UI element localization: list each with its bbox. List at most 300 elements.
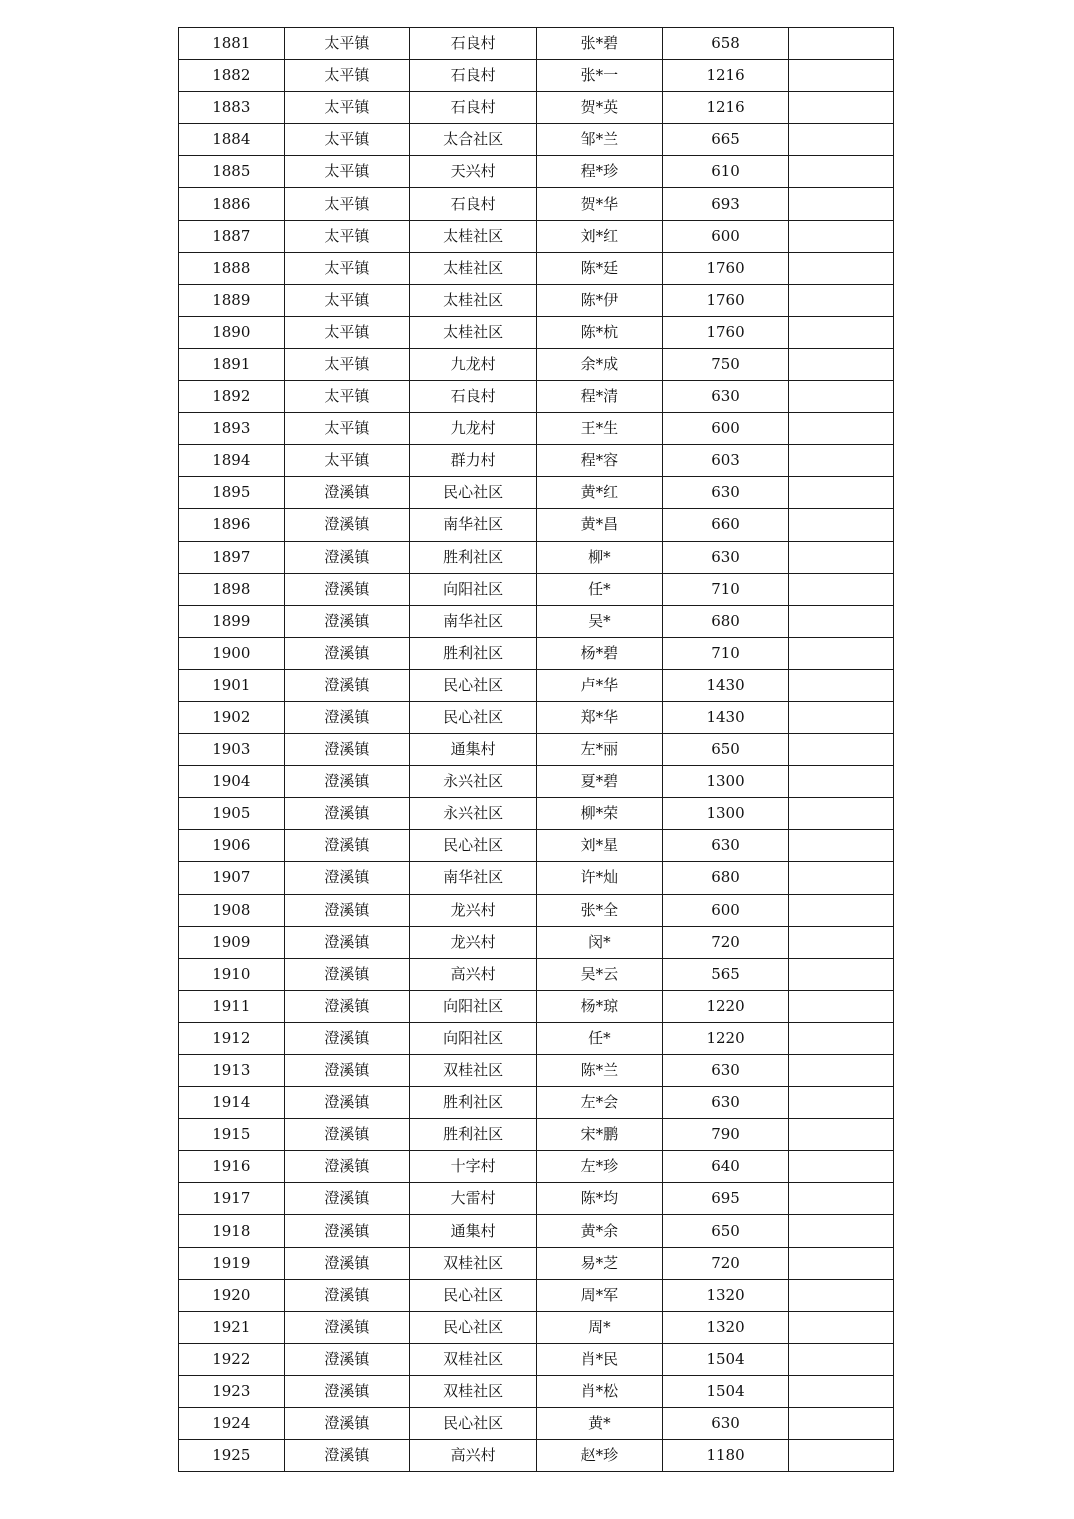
serial-number-cell: 1924 bbox=[179, 1408, 285, 1440]
town-cell: 澄溪镇 bbox=[284, 1215, 410, 1247]
town-cell: 澄溪镇 bbox=[284, 830, 410, 862]
amount-cell: 1504 bbox=[662, 1375, 789, 1407]
table-row bbox=[179, 1375, 894, 1407]
remark-cell bbox=[789, 926, 894, 958]
table-row bbox=[179, 316, 894, 348]
town-cell: 澄溪镇 bbox=[284, 1151, 410, 1183]
remark-cell bbox=[789, 605, 894, 637]
name-cell: 宋*鹏 bbox=[536, 1119, 662, 1151]
serial-number-cell: 1903 bbox=[179, 734, 285, 766]
village-cell: 双桂社区 bbox=[410, 1055, 537, 1087]
amount-cell: 1320 bbox=[662, 1279, 789, 1311]
name-cell: 肖*民 bbox=[536, 1343, 662, 1375]
serial-number-cell: 1920 bbox=[179, 1279, 285, 1311]
name-cell: 陈*均 bbox=[536, 1183, 662, 1215]
village-cell: 南华社区 bbox=[410, 509, 537, 541]
name-cell: 左*会 bbox=[536, 1087, 662, 1119]
table-row bbox=[179, 766, 894, 798]
table-row bbox=[179, 1055, 894, 1087]
name-cell: 柳*荣 bbox=[536, 798, 662, 830]
serial-number-cell: 1889 bbox=[179, 284, 285, 316]
serial-number-cell: 1893 bbox=[179, 413, 285, 445]
table-row bbox=[179, 1279, 894, 1311]
remark-cell bbox=[789, 28, 894, 60]
remark-cell bbox=[789, 1151, 894, 1183]
village-cell: 向阳社区 bbox=[410, 990, 537, 1022]
village-cell: 永兴社区 bbox=[410, 798, 537, 830]
serial-number-cell: 1904 bbox=[179, 766, 285, 798]
town-cell: 太平镇 bbox=[284, 28, 410, 60]
remark-cell bbox=[789, 990, 894, 1022]
amount-cell: 750 bbox=[662, 348, 789, 380]
serial-number-cell: 1892 bbox=[179, 381, 285, 413]
serial-number-cell: 1917 bbox=[179, 1183, 285, 1215]
amount-cell: 710 bbox=[662, 637, 789, 669]
village-cell: 十字村 bbox=[410, 1151, 537, 1183]
village-cell: 通集村 bbox=[410, 1215, 537, 1247]
amount-cell: 695 bbox=[662, 1183, 789, 1215]
table-row bbox=[179, 830, 894, 862]
serial-number-cell: 1881 bbox=[179, 28, 285, 60]
remark-cell bbox=[789, 1343, 894, 1375]
serial-number-cell: 1907 bbox=[179, 862, 285, 894]
amount-cell: 680 bbox=[662, 862, 789, 894]
serial-number-cell: 1882 bbox=[179, 60, 285, 92]
table-row bbox=[179, 958, 894, 990]
amount-cell: 603 bbox=[662, 445, 789, 477]
table-row bbox=[179, 637, 894, 669]
amount-cell: 658 bbox=[662, 28, 789, 60]
village-cell: 双桂社区 bbox=[410, 1375, 537, 1407]
village-cell: 南华社区 bbox=[410, 862, 537, 894]
remark-cell bbox=[789, 734, 894, 766]
amount-cell: 1760 bbox=[662, 252, 789, 284]
serial-number-cell: 1886 bbox=[179, 188, 285, 220]
amount-cell: 1504 bbox=[662, 1343, 789, 1375]
amount-cell: 630 bbox=[662, 381, 789, 413]
amount-cell: 660 bbox=[662, 509, 789, 541]
name-cell: 易*芝 bbox=[536, 1247, 662, 1279]
name-cell: 卢*华 bbox=[536, 669, 662, 701]
serial-number-cell: 1885 bbox=[179, 156, 285, 188]
serial-number-cell: 1898 bbox=[179, 573, 285, 605]
town-cell: 澄溪镇 bbox=[284, 894, 410, 926]
remark-cell bbox=[789, 1087, 894, 1119]
remark-cell bbox=[789, 316, 894, 348]
town-cell: 澄溪镇 bbox=[284, 862, 410, 894]
village-cell: 太桂社区 bbox=[410, 284, 537, 316]
table-row bbox=[179, 894, 894, 926]
table-row bbox=[179, 284, 894, 316]
remark-cell bbox=[789, 1055, 894, 1087]
serial-number-cell: 1913 bbox=[179, 1055, 285, 1087]
village-cell: 太合社区 bbox=[410, 124, 537, 156]
village-cell: 永兴社区 bbox=[410, 766, 537, 798]
remark-cell bbox=[789, 413, 894, 445]
village-cell: 双桂社区 bbox=[410, 1247, 537, 1279]
town-cell: 澄溪镇 bbox=[284, 1119, 410, 1151]
remark-cell bbox=[789, 252, 894, 284]
remark-cell bbox=[789, 1119, 894, 1151]
amount-cell: 720 bbox=[662, 926, 789, 958]
name-cell: 许*灿 bbox=[536, 862, 662, 894]
amount-cell: 1430 bbox=[662, 701, 789, 733]
serial-number-cell: 1916 bbox=[179, 1151, 285, 1183]
town-cell: 澄溪镇 bbox=[284, 573, 410, 605]
serial-number-cell: 1905 bbox=[179, 798, 285, 830]
table-row bbox=[179, 1440, 894, 1472]
serial-number-cell: 1919 bbox=[179, 1247, 285, 1279]
amount-cell: 1216 bbox=[662, 92, 789, 124]
town-cell: 澄溪镇 bbox=[284, 541, 410, 573]
table-row bbox=[179, 1311, 894, 1343]
remark-cell bbox=[789, 862, 894, 894]
table-row bbox=[179, 990, 894, 1022]
town-cell: 澄溪镇 bbox=[284, 1247, 410, 1279]
town-cell: 太平镇 bbox=[284, 413, 410, 445]
remark-cell bbox=[789, 220, 894, 252]
table-row bbox=[179, 1087, 894, 1119]
table-row bbox=[179, 669, 894, 701]
table-row bbox=[179, 1343, 894, 1375]
amount-cell: 600 bbox=[662, 413, 789, 445]
town-cell: 太平镇 bbox=[284, 316, 410, 348]
village-cell: 民心社区 bbox=[410, 1279, 537, 1311]
serial-number-cell: 1910 bbox=[179, 958, 285, 990]
village-cell: 民心社区 bbox=[410, 477, 537, 509]
village-cell: 民心社区 bbox=[410, 669, 537, 701]
town-cell: 澄溪镇 bbox=[284, 1055, 410, 1087]
amount-cell: 650 bbox=[662, 734, 789, 766]
remark-cell bbox=[789, 541, 894, 573]
name-cell: 王*生 bbox=[536, 413, 662, 445]
town-cell: 澄溪镇 bbox=[284, 1408, 410, 1440]
table-row bbox=[179, 605, 894, 637]
beneficiary-table bbox=[178, 27, 894, 1472]
name-cell: 黄*昌 bbox=[536, 509, 662, 541]
town-cell: 澄溪镇 bbox=[284, 509, 410, 541]
name-cell: 夏*碧 bbox=[536, 766, 662, 798]
town-cell: 太平镇 bbox=[284, 124, 410, 156]
table-body bbox=[179, 28, 894, 1472]
remark-cell bbox=[789, 509, 894, 541]
village-cell: 胜利社区 bbox=[410, 637, 537, 669]
amount-cell: 680 bbox=[662, 605, 789, 637]
town-cell: 澄溪镇 bbox=[284, 477, 410, 509]
town-cell: 澄溪镇 bbox=[284, 669, 410, 701]
remark-cell bbox=[789, 1183, 894, 1215]
table-row bbox=[179, 541, 894, 573]
amount-cell: 630 bbox=[662, 477, 789, 509]
amount-cell: 600 bbox=[662, 894, 789, 926]
town-cell: 澄溪镇 bbox=[284, 605, 410, 637]
town-cell: 太平镇 bbox=[284, 60, 410, 92]
remark-cell bbox=[789, 284, 894, 316]
remark-cell bbox=[789, 669, 894, 701]
village-cell: 群力村 bbox=[410, 445, 537, 477]
table-row bbox=[179, 1215, 894, 1247]
name-cell: 吴*云 bbox=[536, 958, 662, 990]
serial-number-cell: 1897 bbox=[179, 541, 285, 573]
name-cell: 柳* bbox=[536, 541, 662, 573]
name-cell: 任* bbox=[536, 1022, 662, 1054]
table-row bbox=[179, 926, 894, 958]
village-cell: 胜利社区 bbox=[410, 1119, 537, 1151]
village-cell: 太桂社区 bbox=[410, 220, 537, 252]
name-cell: 杨*琼 bbox=[536, 990, 662, 1022]
serial-number-cell: 1894 bbox=[179, 445, 285, 477]
name-cell: 赵*珍 bbox=[536, 1440, 662, 1472]
serial-number-cell: 1906 bbox=[179, 830, 285, 862]
serial-number-cell: 1911 bbox=[179, 990, 285, 1022]
village-cell: 高兴村 bbox=[410, 958, 537, 990]
town-cell: 澄溪镇 bbox=[284, 1440, 410, 1472]
name-cell: 程*珍 bbox=[536, 156, 662, 188]
town-cell: 澄溪镇 bbox=[284, 1343, 410, 1375]
village-cell: 胜利社区 bbox=[410, 541, 537, 573]
town-cell: 澄溪镇 bbox=[284, 1311, 410, 1343]
village-cell: 南华社区 bbox=[410, 605, 537, 637]
amount-cell: 650 bbox=[662, 1215, 789, 1247]
town-cell: 太平镇 bbox=[284, 381, 410, 413]
table-row bbox=[179, 573, 894, 605]
remark-cell bbox=[789, 156, 894, 188]
village-cell: 龙兴村 bbox=[410, 926, 537, 958]
table-row bbox=[179, 1022, 894, 1054]
remark-cell bbox=[789, 445, 894, 477]
amount-cell: 600 bbox=[662, 220, 789, 252]
table-row bbox=[179, 1151, 894, 1183]
table-row bbox=[179, 445, 894, 477]
serial-number-cell: 1909 bbox=[179, 926, 285, 958]
town-cell: 澄溪镇 bbox=[284, 1279, 410, 1311]
table-row bbox=[179, 1408, 894, 1440]
table-row bbox=[179, 509, 894, 541]
remark-cell bbox=[789, 1247, 894, 1279]
village-cell: 大雷村 bbox=[410, 1183, 537, 1215]
village-cell: 双桂社区 bbox=[410, 1343, 537, 1375]
town-cell: 太平镇 bbox=[284, 445, 410, 477]
village-cell: 天兴村 bbox=[410, 156, 537, 188]
table-row bbox=[179, 28, 894, 60]
name-cell: 黄* bbox=[536, 1408, 662, 1440]
remark-cell bbox=[789, 1022, 894, 1054]
amount-cell: 1300 bbox=[662, 798, 789, 830]
town-cell: 澄溪镇 bbox=[284, 958, 410, 990]
table-row bbox=[179, 477, 894, 509]
table-row bbox=[179, 348, 894, 380]
remark-cell bbox=[789, 348, 894, 380]
table-row bbox=[179, 701, 894, 733]
town-cell: 澄溪镇 bbox=[284, 1087, 410, 1119]
amount-cell: 630 bbox=[662, 541, 789, 573]
village-cell: 民心社区 bbox=[410, 1408, 537, 1440]
table-row bbox=[179, 798, 894, 830]
name-cell: 郑*华 bbox=[536, 701, 662, 733]
remark-cell bbox=[789, 1408, 894, 1440]
amount-cell: 1760 bbox=[662, 284, 789, 316]
serial-number-cell: 1923 bbox=[179, 1375, 285, 1407]
remark-cell bbox=[789, 798, 894, 830]
serial-number-cell: 1908 bbox=[179, 894, 285, 926]
remark-cell bbox=[789, 701, 894, 733]
remark-cell bbox=[789, 766, 894, 798]
name-cell: 刘*星 bbox=[536, 830, 662, 862]
name-cell: 陈*廷 bbox=[536, 252, 662, 284]
village-cell: 石良村 bbox=[410, 92, 537, 124]
table-row bbox=[179, 188, 894, 220]
name-cell: 吴* bbox=[536, 605, 662, 637]
serial-number-cell: 1922 bbox=[179, 1343, 285, 1375]
table-row bbox=[179, 413, 894, 445]
table-row bbox=[179, 734, 894, 766]
serial-number-cell: 1895 bbox=[179, 477, 285, 509]
serial-number-cell: 1883 bbox=[179, 92, 285, 124]
name-cell: 陈*伊 bbox=[536, 284, 662, 316]
village-cell: 石良村 bbox=[410, 381, 537, 413]
amount-cell: 790 bbox=[662, 1119, 789, 1151]
amount-cell: 565 bbox=[662, 958, 789, 990]
serial-number-cell: 1901 bbox=[179, 669, 285, 701]
serial-number-cell: 1887 bbox=[179, 220, 285, 252]
serial-number-cell: 1899 bbox=[179, 605, 285, 637]
village-cell: 向阳社区 bbox=[410, 1022, 537, 1054]
amount-cell: 710 bbox=[662, 573, 789, 605]
serial-number-cell: 1925 bbox=[179, 1440, 285, 1472]
serial-number-cell: 1884 bbox=[179, 124, 285, 156]
village-cell: 石良村 bbox=[410, 60, 537, 92]
remark-cell bbox=[789, 637, 894, 669]
town-cell: 澄溪镇 bbox=[284, 1375, 410, 1407]
town-cell: 澄溪镇 bbox=[284, 637, 410, 669]
amount-cell: 1216 bbox=[662, 60, 789, 92]
table-row bbox=[179, 156, 894, 188]
name-cell: 张*全 bbox=[536, 894, 662, 926]
name-cell: 左*珍 bbox=[536, 1151, 662, 1183]
town-cell: 澄溪镇 bbox=[284, 926, 410, 958]
remark-cell bbox=[789, 477, 894, 509]
town-cell: 澄溪镇 bbox=[284, 990, 410, 1022]
amount-cell: 630 bbox=[662, 1087, 789, 1119]
village-cell: 九龙村 bbox=[410, 413, 537, 445]
serial-number-cell: 1921 bbox=[179, 1311, 285, 1343]
serial-number-cell: 1896 bbox=[179, 509, 285, 541]
remark-cell bbox=[789, 830, 894, 862]
serial-number-cell: 1914 bbox=[179, 1087, 285, 1119]
village-cell: 高兴村 bbox=[410, 1440, 537, 1472]
serial-number-cell: 1900 bbox=[179, 637, 285, 669]
remark-cell bbox=[789, 124, 894, 156]
town-cell: 太平镇 bbox=[284, 156, 410, 188]
serial-number-cell: 1915 bbox=[179, 1119, 285, 1151]
remark-cell bbox=[789, 1311, 894, 1343]
village-cell: 通集村 bbox=[410, 734, 537, 766]
remark-cell bbox=[789, 573, 894, 605]
serial-number-cell: 1888 bbox=[179, 252, 285, 284]
name-cell: 周* bbox=[536, 1311, 662, 1343]
amount-cell: 693 bbox=[662, 188, 789, 220]
village-cell: 石良村 bbox=[410, 188, 537, 220]
remark-cell bbox=[789, 1440, 894, 1472]
town-cell: 澄溪镇 bbox=[284, 798, 410, 830]
name-cell: 程*容 bbox=[536, 445, 662, 477]
name-cell: 陈*兰 bbox=[536, 1055, 662, 1087]
village-cell: 胜利社区 bbox=[410, 1087, 537, 1119]
amount-cell: 1760 bbox=[662, 316, 789, 348]
name-cell: 左*丽 bbox=[536, 734, 662, 766]
table-row bbox=[179, 124, 894, 156]
town-cell: 澄溪镇 bbox=[284, 1022, 410, 1054]
table-row bbox=[179, 60, 894, 92]
amount-cell: 630 bbox=[662, 1408, 789, 1440]
village-cell: 太桂社区 bbox=[410, 252, 537, 284]
name-cell: 任* bbox=[536, 573, 662, 605]
remark-cell bbox=[789, 381, 894, 413]
table-row bbox=[179, 381, 894, 413]
name-cell: 杨*碧 bbox=[536, 637, 662, 669]
name-cell: 余*成 bbox=[536, 348, 662, 380]
name-cell: 张*碧 bbox=[536, 28, 662, 60]
town-cell: 太平镇 bbox=[284, 188, 410, 220]
amount-cell: 1320 bbox=[662, 1311, 789, 1343]
amount-cell: 1430 bbox=[662, 669, 789, 701]
table-row bbox=[179, 862, 894, 894]
remark-cell bbox=[789, 188, 894, 220]
name-cell: 张*一 bbox=[536, 60, 662, 92]
town-cell: 太平镇 bbox=[284, 284, 410, 316]
table-row bbox=[179, 1183, 894, 1215]
remark-cell bbox=[789, 60, 894, 92]
village-cell: 民心社区 bbox=[410, 1311, 537, 1343]
town-cell: 太平镇 bbox=[284, 92, 410, 124]
amount-cell: 720 bbox=[662, 1247, 789, 1279]
remark-cell bbox=[789, 894, 894, 926]
name-cell: 肖*松 bbox=[536, 1375, 662, 1407]
remark-cell bbox=[789, 958, 894, 990]
amount-cell: 1300 bbox=[662, 766, 789, 798]
village-cell: 太桂社区 bbox=[410, 316, 537, 348]
table-row bbox=[179, 1119, 894, 1151]
name-cell: 周*军 bbox=[536, 1279, 662, 1311]
amount-cell: 665 bbox=[662, 124, 789, 156]
town-cell: 太平镇 bbox=[284, 348, 410, 380]
name-cell: 刘*红 bbox=[536, 220, 662, 252]
amount-cell: 1220 bbox=[662, 1022, 789, 1054]
town-cell: 澄溪镇 bbox=[284, 734, 410, 766]
village-cell: 民心社区 bbox=[410, 701, 537, 733]
table-row bbox=[179, 252, 894, 284]
serial-number-cell: 1918 bbox=[179, 1215, 285, 1247]
remark-cell bbox=[789, 92, 894, 124]
name-cell: 黄*红 bbox=[536, 477, 662, 509]
town-cell: 澄溪镇 bbox=[284, 701, 410, 733]
remark-cell bbox=[789, 1279, 894, 1311]
name-cell: 黄*余 bbox=[536, 1215, 662, 1247]
amount-cell: 630 bbox=[662, 830, 789, 862]
serial-number-cell: 1912 bbox=[179, 1022, 285, 1054]
village-cell: 龙兴村 bbox=[410, 894, 537, 926]
name-cell: 贺*英 bbox=[536, 92, 662, 124]
name-cell: 闵* bbox=[536, 926, 662, 958]
remark-cell bbox=[789, 1215, 894, 1247]
town-cell: 澄溪镇 bbox=[284, 1183, 410, 1215]
village-cell: 石良村 bbox=[410, 28, 537, 60]
town-cell: 澄溪镇 bbox=[284, 766, 410, 798]
name-cell: 贺*华 bbox=[536, 188, 662, 220]
serial-number-cell: 1890 bbox=[179, 316, 285, 348]
amount-cell: 1180 bbox=[662, 1440, 789, 1472]
table-row bbox=[179, 1247, 894, 1279]
